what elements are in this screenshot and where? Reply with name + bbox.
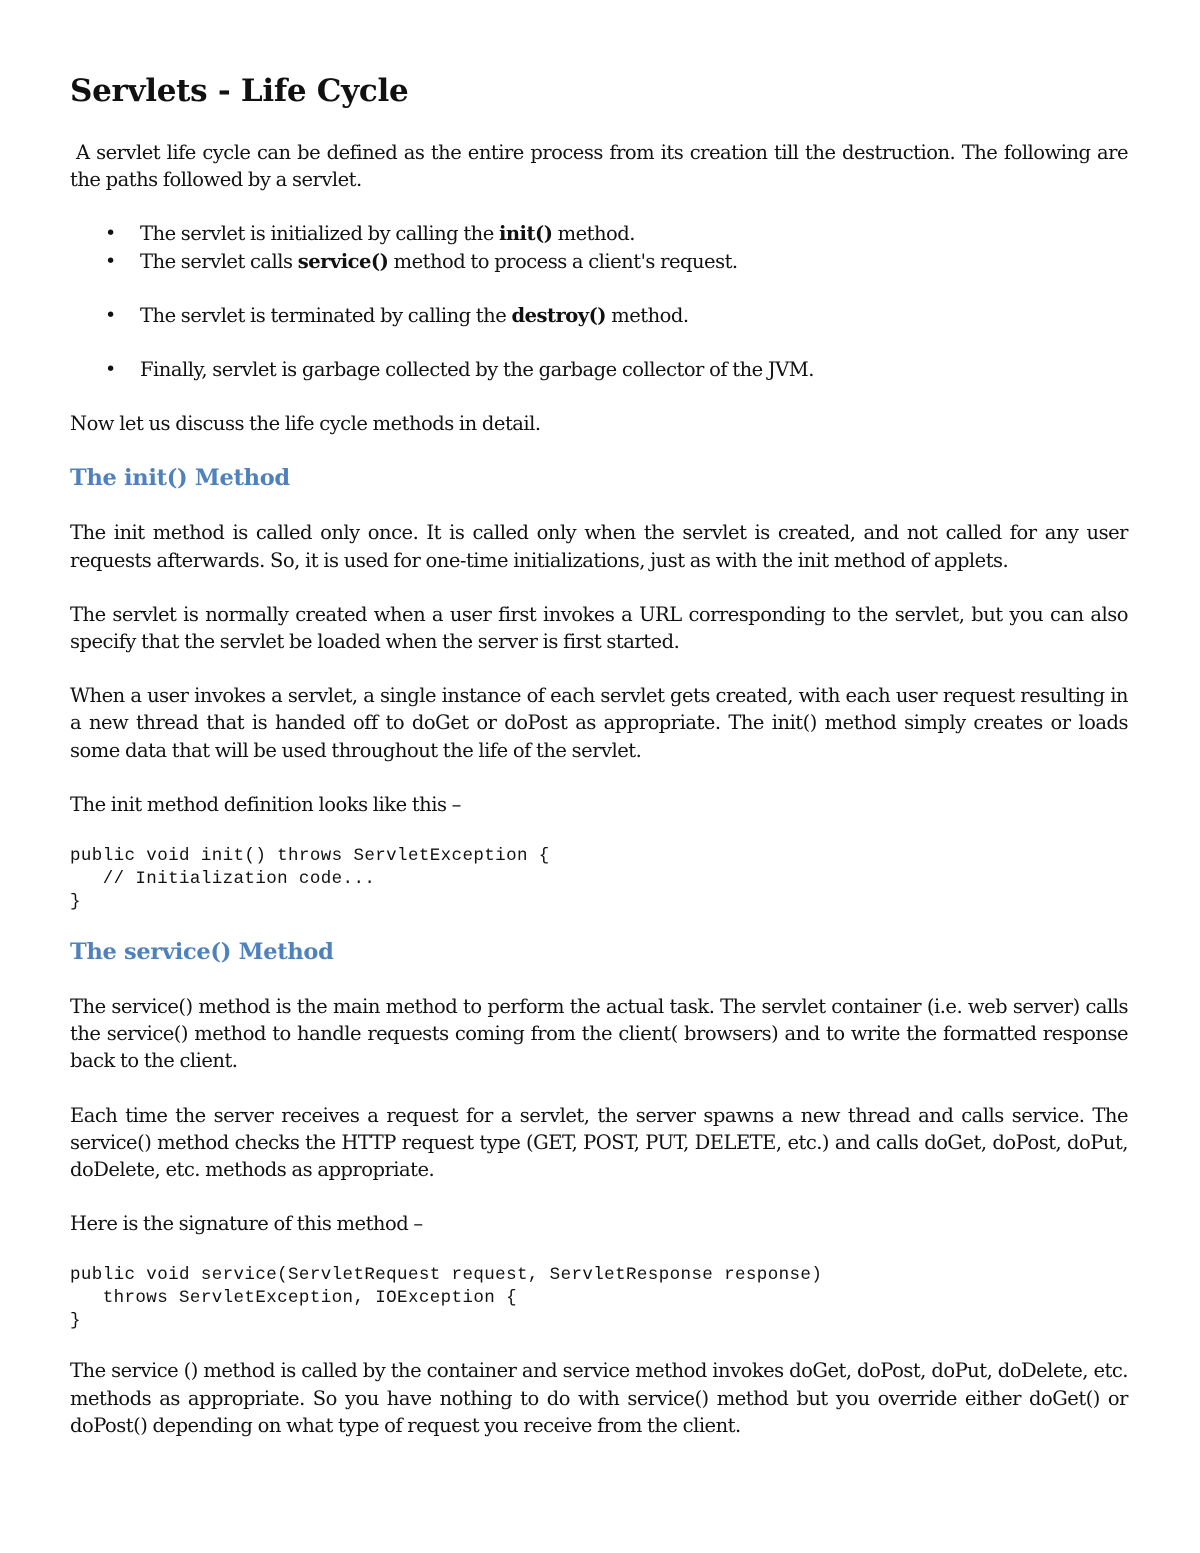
bullet-icon: • [105,358,116,381]
service-paragraph: The service() method is the main method to perform the actual task. The servlet container (i.e. web server) calls the service() method to handle requests coming from the client( browsers) and to write the formatted response back to the client. [70,995,1128,1073]
code-line: } [70,1311,81,1332]
init-code-block [70,845,1128,914]
code-line: // Initialization code... [70,869,376,890]
bullet-icon: • [105,249,116,272]
code-line: throws ServletException, IOException { [70,1288,517,1309]
section-heading-init: The init() Method [70,465,290,492]
service-paragraph: Each time the server receives a request for a servlet, the server spawns a new thread and calls service. The service() method checks the HTTP request type (GET, POST, PUT, DELETE, etc.) and calls doGet, doPost, doPut, doDelete, etc. methods as appropriate. [70,1103,1128,1182]
list-item: • The servlet is initialized by calling the init() method. [70,220,1128,247]
list-item: • The servlet calls service() method to process a client's request. [70,248,1128,275]
code-line: public void init() throws ServletException { [70,846,550,867]
section-heading-service: The service() Method [70,939,334,966]
service-paragraph: The service () method is called by the container and service method invokes doGet, doPost, doPut, doDelete, etc. methods as appropriate. So you have nothing to do with service() method but you override either doGet() or doPost() depending on what type of request you receive from the client. [70,1359,1128,1437]
list-item: • Finally, servlet is garbage collected by the garbage collector of the JVM. [70,356,1128,383]
bullet-icon: • [105,222,116,245]
lifecycle-bullet-list [70,220,1128,383]
init-paragraph: The servlet is normally created when a user first invokes a URL corresponding to the servlet, but you can also specify that the servlet be loaded when the server is first started. [70,602,1128,654]
code-line: public void service(ServletRequest request, ServletResponse response) [70,1265,823,1286]
bullet-icon: • [105,303,116,326]
transition-paragraph: Now let us discuss the life cycle methods in detail. [70,412,541,436]
list-item: • The servlet is terminated by calling the destroy() method. [70,302,1128,329]
init-paragraph: When a user invokes a servlet, a single instance of each servlet gets created, with each user request resulting in a new thread that is handed off to doGet or doPost as appropriate. The init() method simply creates or loads some data that will be used throughout the life of the servlet. [70,684,1128,762]
init-paragraph: The init method definition looks like this – [70,792,461,816]
service-code-block [70,1264,1128,1333]
service-paragraph: Here is the signature of this method – [70,1212,423,1236]
page-title: Servlets - Life Cycle [70,73,409,109]
intro-paragraph: A servlet life cycle can be defined as the entire process from its creation till the destruction. The following are the paths followed by a servlet. [70,141,1128,192]
code-line: } [70,892,81,913]
init-paragraph: The init method is called only once. It is called only when the servlet is created, and not called for any user requests afterwards. So, it is used for one-time initializations, just as with the init method of applets. [70,521,1128,572]
